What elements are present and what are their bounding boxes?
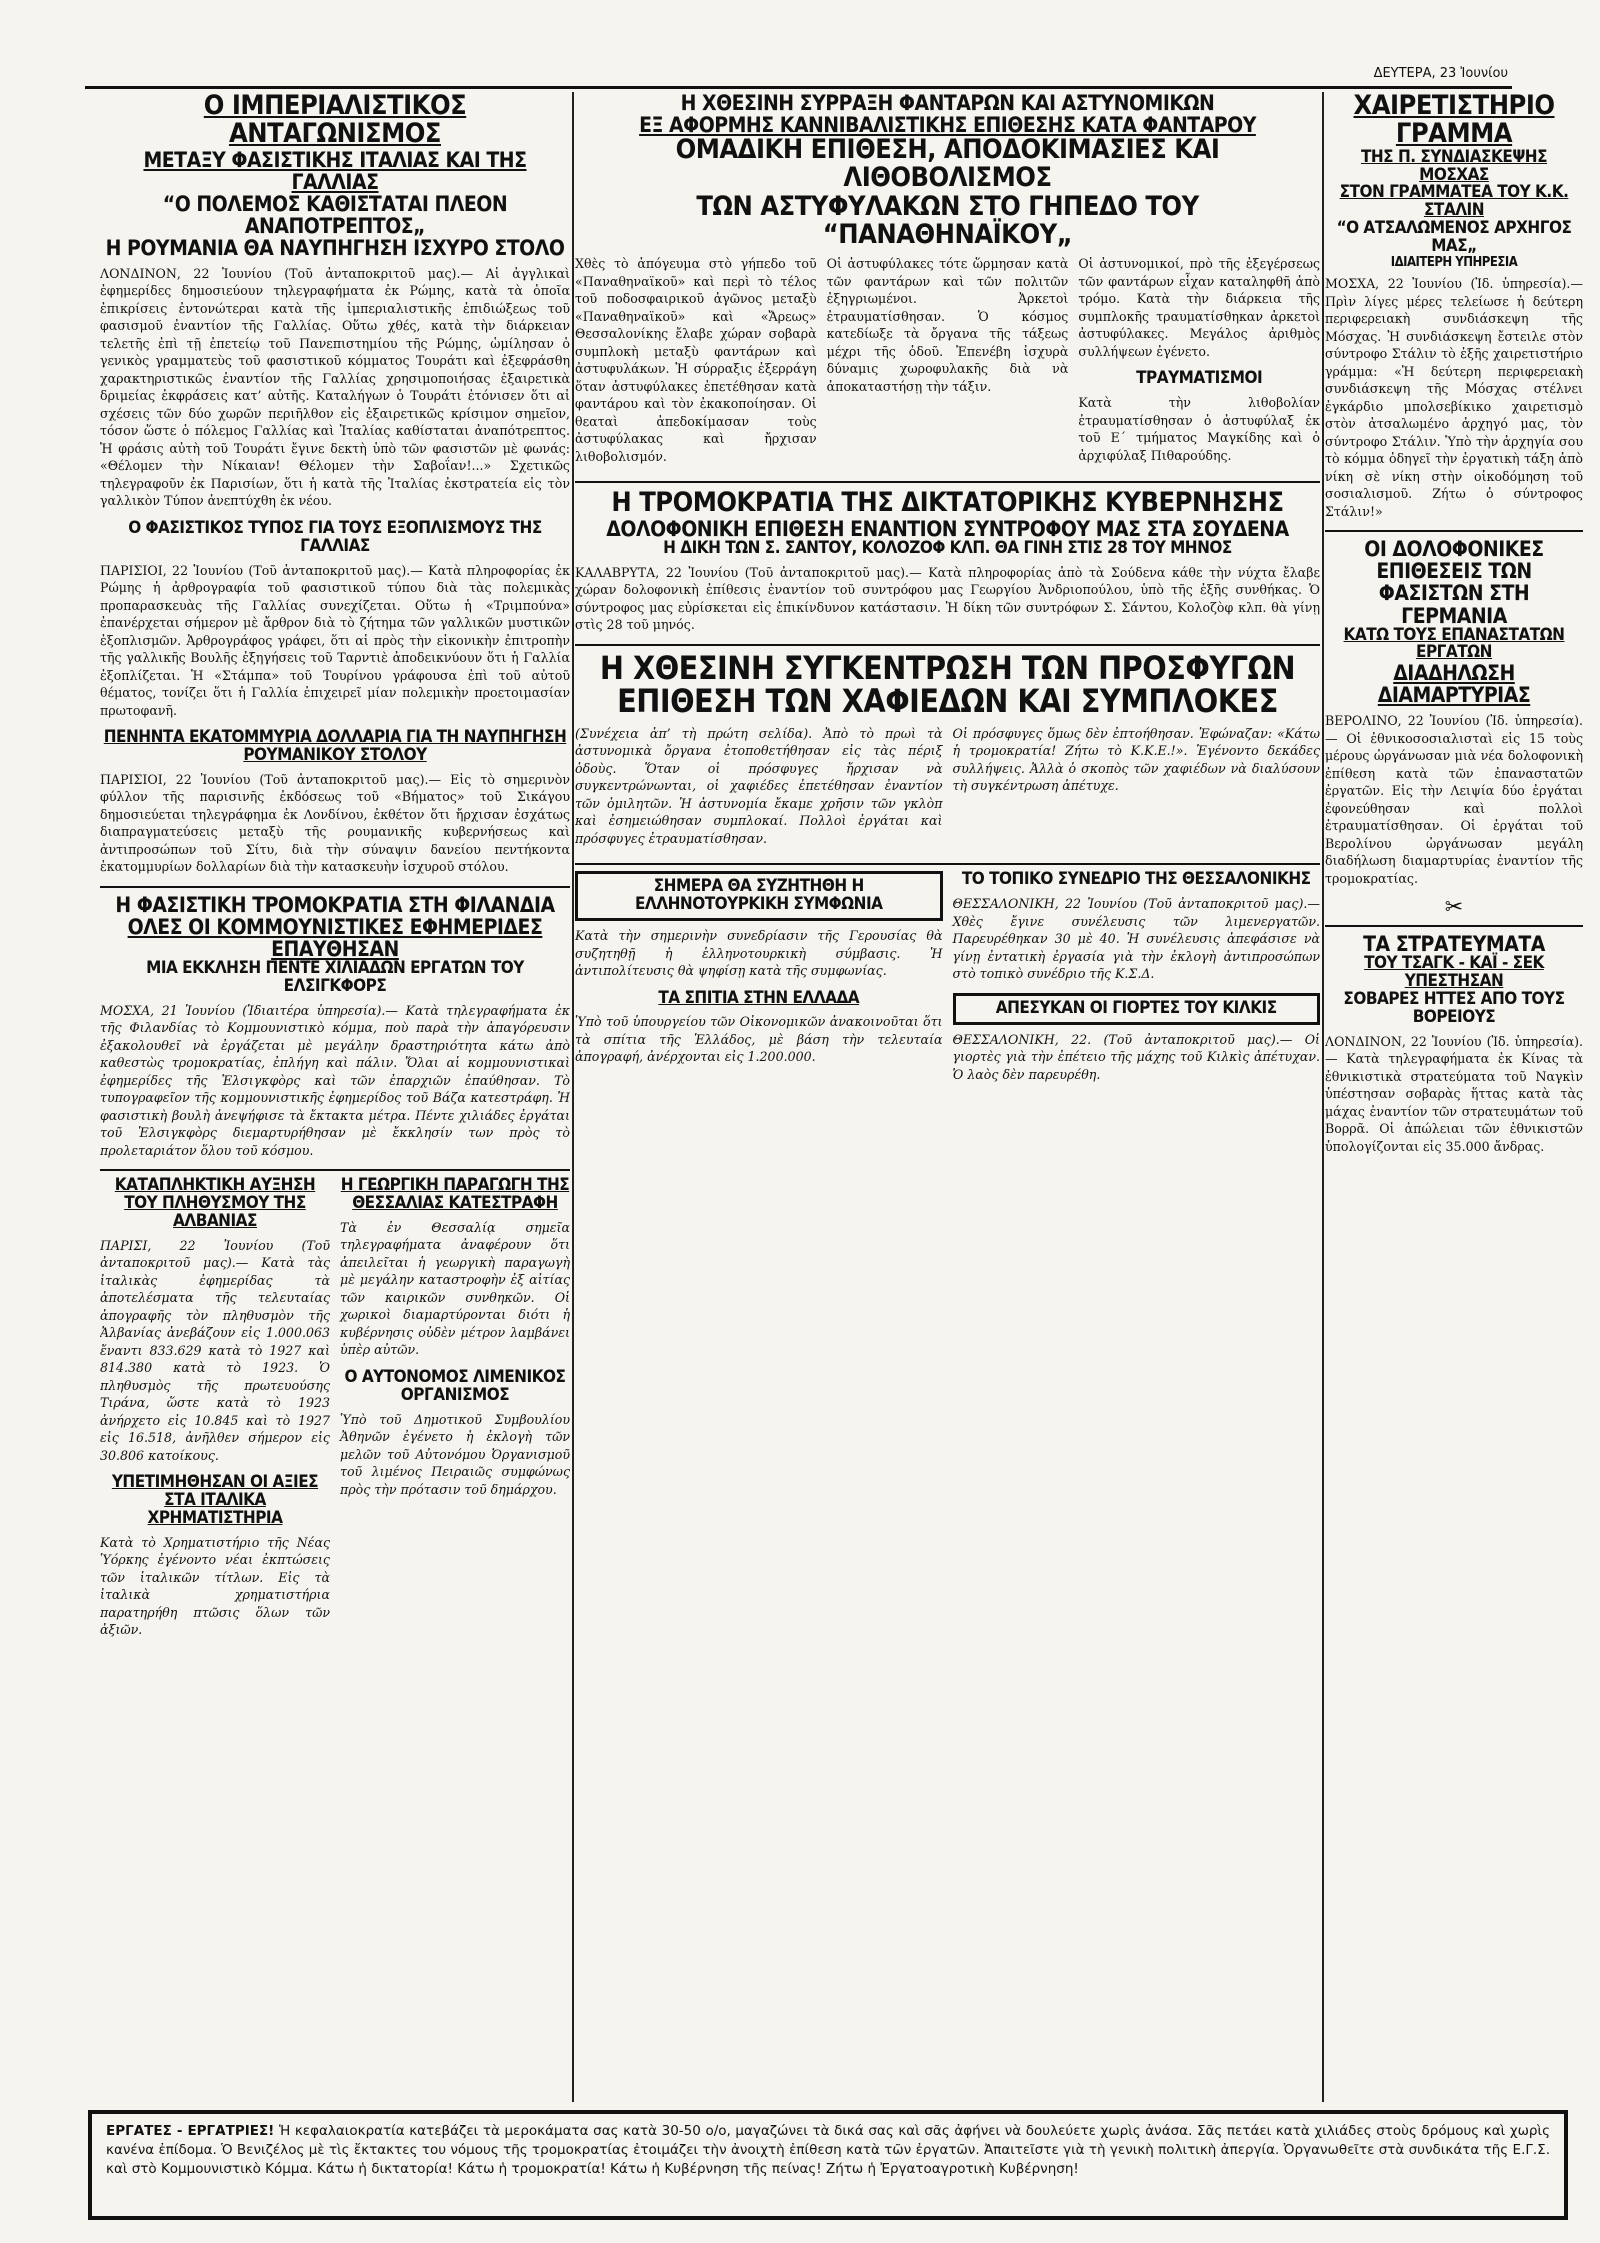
article-text: ΒΕΡΟΛΙΝΟ, 22 Ἰουνίου (Ἰδ. ὑπηρεσία).— Οἱ ἐθνικοσοσιαλισταὶ εἰς 15 τοὺς μέρους ὠργάνωσαν μιὰ νέα δολοφονικὴ ἐπίθεση κατὰ τῶν ἐπαναστατῶν ἐργατῶν. Εἰς τὴν Λειψία δύο ἐργάται ἐφονεύθησαν καὶ πολλοὶ ἐτραυματίσθησαν. Οἱ ἐργάται τοῦ Βερολίνου ὠργάνωσαν μεγάλη διαδήλωση διαμαρτυρίας ἐναντίον τῆς τρομοκρατίας. xyxy=(1325,713,1583,886)
headline: ΤΩΝ ΑΣΤΥΦΥΛΑΚΩΝ ΣΤΟ ΓΗΠΕΔΟ ΤΟΥ “ΠΑΝΑΘΗΝΑΪΚΟΥ„ xyxy=(696,190,1199,251)
article-text: Ὑπὸ τοῦ ὑπουργείου τῶν Οἰκονομικῶν ἀνακοινοῦται ὅτι τὰ σπίτια τῆς Ἑλλάδος, μὲ βάση τὴν τελευταία ἀπογραφή, ἀνέρχονται εἰς 1.200.000. xyxy=(575,1014,943,1065)
article-row xyxy=(575,249,1320,475)
article-block xyxy=(1078,249,1320,475)
divider xyxy=(1325,925,1583,927)
headline: ΟΜΑΔΙΚΗ ΕΠΙΘΕΣΗ, ΑΠΟΔΟΚΙΜΑΣΙΕΣ ΚΑΙ ΛΙΘΟΒΟΛΙΣΜΟΣ xyxy=(675,134,1220,194)
headline: ΤΟΥ ΤΣΑΓΚ - ΚΑΪ - ΣΕΚ ΥΠΕΣΤΗΣΑΝ xyxy=(1364,953,1544,992)
headline: ΥΠΕΤΙΜΗΘΗΣΑΝ ΟΙ ΑΞΙΕΣ ΣΤΑ ΙΤΑΛΙΚΑ ΧΡΗΜΑΤΙΣΤΗΡΙΑ xyxy=(111,1472,319,1528)
subheadline: ΙΔΙΑΙΤΕΡΗ ΥΠΗΡΕΣΙΑ xyxy=(1390,254,1518,270)
headline: ΜΕΤΑΞΥ ΦΑΣΙΣΤΙΚΗΣ ΙΤΑΛΙΑΣ ΚΑΙ ΤΗΣ ΓΑΛΛΙΑΣ xyxy=(143,147,527,194)
top-rule xyxy=(85,86,1512,89)
article-text: Οἱ ἀστυνομικοί, πρὸ τῆς ἐξεγέρσεως τῶν φαντάρων εἶχαν καταληφθῆ ἀπὸ τρόμο. Κατὰ τὴν διάρκεια τῆς συμπλοκῆς τραυματίσθηκαν ἀρκετοὶ ἀστυφύλακες. Μεγάλος ἀριθμὸς συλλήψεων ἐγένετο. xyxy=(1078,256,1320,359)
footer-text: Ἡ κεφαλαιοκρατία κατεβάζει τὰ μεροκάματα σας κατὰ 30-50 ο/ο, μαγαζώνει τὰ δικά σας καὶ σᾶς ἀφήνει νὰ δουλεύετε χωρὶς ἀνάσα. Σᾶς πετάει κατὰ χιλιάδες στοὺς δρόμους καὶ χωρὶς κανένα ἐπίδομα. Ὁ Βενιζέλος μὲ τὶς ἔκτακτες του νόμους τῆς τρομοκρατίας ἐτοιμάζει τὴν ἀνοιχτὴ ἐπίθεση κατὰ τῶν ἐργατῶν. Ἀπαιτεῖστε γιὰ τὴ γενικὴ πολιτικὴ ἀπεργία. Ὀργανωθεῖτε στὰ συνδικάτα τῆς Ε.Γ.Σ. καὶ στὸ Κομμουνιστικὸ Κόμμα. Κάτω ἡ δικτατορία! Κάτω ἡ τρομοκρατία! Κάτω ἡ Κυβέρνηση τῆς πείνας! Ζήτω ἡ Ἐργατοαγροτικὴ Κυβέρνηση! xyxy=(106,2123,1550,2177)
headline: Η ΓΕΩΡΓΙΚΗ ΠΑΡΑΓΩΓΗ ΤΗΣ ΘΕΣΣΑΛΙΑΣ ΚΑΤΕΣΤΡΑΦΗ xyxy=(340,1175,570,1213)
boxed-headline: ΑΠΕΣΥΚΑΝ ΟΙ ΓΙΟΡΤΕΣ ΤΟΥ ΚΙΛΚΙΣ xyxy=(953,993,1321,1025)
article-block xyxy=(953,871,1321,1093)
headline: Η ΧΘΕΣΙΝΗ ΣΥΓΚΕΝΤΡΩΣΗ ΤΩΝ ΠΡΟΣΦΥΓΩΝ xyxy=(599,648,1296,687)
headline: “Ο ΠΟΛΕΜΟΣ ΚΑΘΙΣΤΑΤΑΙ ΠΛΕΟΝ ΑΝΑΠΟΤΡΕΠΤΟΣ„ xyxy=(162,191,508,238)
article-row xyxy=(575,871,1320,1093)
footer-lead: ΕΡΓΑΤΕΣ - ΕΡΓΑΤΡΙΕΣ! xyxy=(106,2123,275,2139)
article-block xyxy=(340,1177,570,1649)
article-text: Οἱ ἀστυφύλακες τότε ὥρμησαν κατὰ τῶν φαντάρων καὶ τῶν πολιτῶν ἐξηγριωμένοι. Ἀρκετοὶ ἐτραυματίσθησαν. Ὁ κόσμος κατεδίωξε τὰ ὄργανα τῆς τάξεως μέχρι τῆς ὁδοῦ. Ἐπενέβη ἰσχυρὰ δύναμις χωροφυλακῆς διὰ νὰ ἀποκαταστήσῃ τὴν τάξιν. xyxy=(826,256,1069,394)
column-divider xyxy=(572,92,574,2102)
headline: Η ΡΟΥΜΑΝΙΑ ΘΑ ΝΑΥΠΗΓΗΣΗ ΙΣΧΥΡΟ ΣΤΟΛΟ xyxy=(105,235,565,260)
article-text: ΜΟΣΧΑ, 22 Ἰουνίου (Ἰδ. ὑπηρεσία).— Πρὶν λίγες μέρες τελείωσε ἡ δεύτερη περιφερειακὴ συνδιάσκεψη τῆς Μόσχας. Ἡ συνδιάσκεψη ἔστειλε στὸν σύντροφο Στάλιν τὸ ἑξῆς χαιρετιστήριο γράμμα: «Ἡ δεύτερη περιφερειακὴ συνδιάσκεψη τῆς Μόσχας στέλνει ἐγκάρδιο μπολσεβίκικο χαιρετισμὸ στὸν ἀτσαλωμένο ἀρχηγό μας, τὸν σύντροφο Στάλιν. Ὑπὸ τὴν ἀρχηγία σου τὸ κόμμα ὁδηγεῖ τὴν ἐργατικὴ τάξη ἀπὸ νίκη σὲ νίκη στὴν οἰκοδόμηση τοῦ σοσιαλισμοῦ. Ζήτω ὁ σύντροφος Στάλιν!» xyxy=(1325,276,1583,519)
headline: Ο ΙΜΠΕΡΙΑΛΙΣΤΙΚΟΣ ΑΝΤΑΓΩΝΙΣΜΟΣ xyxy=(203,92,467,150)
headline: ΤΟ ΤΟΠΙΚΟ ΣΥΝΕΔΡΙΟ ΤΗΣ ΘΕΣΣΑΛΟΝΙΚΗΣ xyxy=(961,869,1311,890)
headline: ΟΙ ΔΟΛΟΦΟΝΙΚΕΣ ΕΠΙΘΕΣΕΙΣ ΤΩΝ ΦΑΣΙΣΤΩΝ ΣΤΗ ΓΕΡΜΑΝΙΑ xyxy=(1364,537,1544,628)
article-text: Κατὰ τὴν λιθοβολίαν ἐτραυματίσθησαν ὁ ἀστυφύλαξ ἐκ τοῦ Ε΄ τμήματος Μαγκίδης καὶ ὁ ἀρχιφύλαξ Πιθαρούδης. xyxy=(1078,395,1320,463)
headline: ΚΑΤΑΠΛΗΚΤΙΚΗ ΑΥΞΗΣΗ ΤΟΥ ΠΛΗΘΥΣΜΟΥ ΤΗΣ ΑΛΒΑΝΙΑΣ xyxy=(114,1175,316,1231)
left-column xyxy=(100,92,570,2102)
subheadline: Ο ΦΑΣΙΣΤΙΚΟΣ ΤΥΠΟΣ ΓΙΑ ΤΟΥΣ ΕΞΟΠΛΙΣΜΟΥΣ ΤΗΣ ΓΑΛΛΙΑΣ xyxy=(128,517,542,556)
article-text: ΛΟΝΔΙΝΟΝ, 22 Ἰουνίου (Τοῦ ἀνταποκριτοῦ μας).— Αἱ ἀγγλικαὶ ἐφημερίδες δημοσιεύουν τηλεγραφήματα ἐκ Ρώμης, κατὰ τὰ ὁποῖα ἐπικρίσεις ἐντονώτεραι κατὰ τῆς ἰμπεριαλιστικῆς ἐπιδιώξεως τοῦ φασισμοῦ ἐναντίον τῆς Γαλλίας. Οὕτω χθές, κατὰ τὴν διάρκειαν τελετῆς ἐπὶ τῇ ἐπετείῳ τοῦ Πανεπιστημίου τῆς Ρώμης, ὡμίλησαν ὁ γενικὸς γραμματεὺς τοῦ φασιστικοῦ κόμματος Τουράτι καὶ ἐξεφράσθη χαρακτηριστικῶς ἐναντίον τῆς Γαλλίας χρησιμοποιήσας ἐξαιρετικὰ δριμείας ἐκφράσεις κατ’ αὐτῆς. Καταλήγων ὁ Τουράτι ἐτόνισεν ὅτι αἱ σχέσεις τῶν δύο χωρῶν περιῆλθον εἰς ἐξαιρετικῶς κρίσιμον σημεῖον, τόσον ὥστε ὁ πόλεμος Γαλλίας καὶ Ἰταλίας καθίσταται ἀναπότρεπτος. Ἡ φράσις αὐτὴ τοῦ Τουράτι ἔγινε δεκτὴ ὑπὸ τῶν φασιστῶν μὲ φωνάς: «Θέλομεν τὴν Νίκαιαν! Θέλομεν τὴν Σαβοΐαν!...» Σχετικῶς τηλεγραφοῦν ἐκ Παρισίων, ὅτι ἡ κατὰ τῆς Ἰταλίας ἐκστρατεία εἰς τὸν γαλλικὸν Τύπον ἀνεπτύχθη ἐκ νέου. xyxy=(100,265,570,509)
headline: Η ΦΑΣΙΣΤΙΚΗ ΤΡΟΜΟΚΡΑΤΙΑ ΣΤΗ ΦΙΛΑΝΔΙΑ xyxy=(115,892,555,917)
article-text: ΘΕΣΣΑΛΟΝΙΚΗ, 22 Ἰουνίου (Τοῦ ἀνταποκριτοῦ μας).— Χθὲς ἔγινε συνέλευσις τῶν λιμενεργατῶν. Παρευρέθηκαν 30 μὲ 40. Ἡ συνέλευσις ἀπεφάσισε νὰ γίνῃ ἐντατικὴ ἐργασία γιὰ τὴν ἐκλογὴ ἀντιπροσώπων στὸ τοπικὸ συνέδριο τῆς Κ.Σ.Δ. xyxy=(952,896,1320,982)
divider xyxy=(100,1169,570,1171)
headline: ΧΑΙΡΕΤΙΣΤΗΡΙΟ ΓΡΑΜΜΑ xyxy=(1353,92,1555,150)
article-text: Κατὰ τὸ Χρηματιστήριο τῆς Νέας Ὑόρκης ἐγένοντο νέαι ἐκπτώσεις τῶν ἰταλικῶν τίτλων. Εἰς τὰ ἰταλικὰ χρηματιστήρια παρατηρήθη πτῶσις ὅλων τῶν ἀξιῶν. xyxy=(100,1534,330,1638)
issue-date: ΔΕΥΤΕΡΑ, 23 Ἰουνίου xyxy=(1373,66,1508,81)
article-text: Κατὰ τὴν σημερινὴν συνεδρίασιν τῆς Γερουσίας θὰ συζητηθῇ ἡ ἑλληνοτουρκικὴ σύμβασις. Ἡ ἀντιπολίτευσις θὰ ψηφίσῃ κατὰ τῆς συμφωνίας. xyxy=(575,928,943,979)
article-text: ΠΑΡΙΣΙΟΙ, 22 Ἰουνίου (Τοῦ ἀνταποκριτοῦ μας).— Εἰς τὸ σημερινὸν φύλλον τῆς παρισινῆς ἐκδόσεως τοῦ «Βήματος» τοῦ Σικάγου δημοσιεύεται τηλεγράφημα ἐκ Λονδίνου, ἐκθέτον ὅτι ἤρχισαν ἐσχάτως διαπραγματεύσεις μεταξὺ τῆς ρουμανικῆς κυβερνήσεως καὶ ἀντιπροσώπων τοῦ Σίτυ, διὰ τὴν σύναψιν δανείου πεντήκοντα ἑκατομμυρίων δολλαρίων διὰ τὴν κατασκευὴν ἰσχυροῦ στόλου. xyxy=(100,771,570,875)
article-text: ΚΑΛΑΒΡΥΤΑ, 22 Ἰουνίου (Τοῦ ἀνταποκριτοῦ μας).— Κατὰ πληροφορίας ἀπὸ τὰ Σούδενα κάθε τὴν νύχτα ἔλαβε χώραν δολοφονικὴ ἐπίθεσις ἐναντίον τοῦ συντρόφου μας Γεωργίου Ἀνδριοπούλου, ὑπὸ τῆς ἐξῆς συνθήκας. Ὁ σύντροφος μας εὐρίσκεται εἰς ἐπικίνδυνον κατάστασιν. Ἡ δίκη τῶν συντρόφων Σ. Σάντου, Κολοζὸφ κλπ. θὰ γίνῃ στὶς 28 τοῦ μηνός. xyxy=(575,564,1320,633)
subheadline: ΤΡΑΥΜΑΤΙΣΜΟΙ xyxy=(1136,368,1263,389)
article-text: ΛΟΝΔΙΝΟΝ, 22 Ἰουνίου (Ἰδ. ὑπηρεσία).— Κατὰ τηλεγραφήματα ἐκ Κίνας τὰ ἐθνικιστικὰ στρατεύματα τοῦ Ναγκὶν ὑπέστησαν σοβαρὰς ἥττας κατὰ τὰς μάχας ἐναντίον τῶν στρατευμάτων τοῦ Βορρᾶ. Οἱ ἀπώλειαι τῶν ἐθνικιστῶν ὑπολογίζονται εἰς 35.000 ἄνδρας. xyxy=(1325,1033,1583,1154)
divider xyxy=(575,863,1320,865)
article-text: ΘΕΣΣΑΛΟΝΙΚΗ, 22. (Τοῦ ἀνταποκριτοῦ μας).— Οἱ γιορτὲς γιὰ τὴν ἐπέτειο τῆς μάχης τοῦ Κιλκὶς ἀπέτυχαν. Ὁ λαὸς δὲν παρευρέθη. xyxy=(952,1031,1320,1082)
headline: ΕΠΙΘΕΣΗ ΤΩΝ ΧΑΦΙΕΔΩΝ ΚΑΙ ΣΥΜΠΛΟΚΕΣ xyxy=(617,682,1278,721)
divider xyxy=(575,644,1320,646)
column-divider xyxy=(1322,92,1324,2102)
article-block xyxy=(100,1177,330,1649)
article-text: ΠΑΡΙΣΙΟΙ, 22 Ἰουνίου (Τοῦ ἀνταποκριτοῦ μας).— Κατὰ πληροφορίας ἐκ Ρώμης ἡ ἀρθρογραφία τοῦ φασιστικοῦ τύπου διὰ τὰς πολεμικὰς προπαρασκευὰς τῆς Γαλλίας συνεχίζεται. Οὕτω ἡ «Τριμπούνα» ἐπανέρχεται σήμερον μὲ ἄρθρον διὰ τὸ ζήτημα τῶν γαλλικῶν μυστικῶν ἐξοπλισμῶν. Ἀρθρογράφος γράφει, ὅτι αἱ πρὸς τὴν εἰκονικὴν ἐπιτροπὴν τῆς γαλλικῆς Βουλῆς ἐξηγήσεις τοῦ Ταρντιὲ ἀποδεικνύουν ὅτι ἡ Γαλλία ἐξοπλίζεται. Ἡ «Στάμπα» τοῦ Τουρίνου γράφουσα ἐπὶ τοῦ αὐτοῦ θέματος, τονίζει ὅτι ἡ Γαλλία ἐπιχειρεῖ μίαν πολεμικὴν προετοιμασίαν πρωτοφανῆ. xyxy=(100,562,570,718)
headline: Η ΤΡΟΜΟΚΡΑΤΙΑ ΤΗΣ ΔΙΚΤΑΤΟΡΙΚΗΣ ΚΥΒΕΡΝΗΣΗΣ xyxy=(611,487,1284,519)
article-text: Χθὲς τὸ ἀπόγευμα στὸ γήπεδο τοῦ «Παναθηναϊκοῦ» καὶ περὶ τὸ τέλος τοῦ ποδοσφαιρικοῦ ἀγῶνος μεταξὺ «Παναθηναϊκοῦ» καὶ «Ἄρεως» Θεσσαλονίκης ἔλαβε χώραν σοβαρὰ συμπλοκὴ μεταξὺ φαντάρων καὶ ἀστυφυλάκων. Ἡ σύρραξις ἐξερράγη ὅταν ἀστυφύλακες ἐπετέθησαν κατὰ φαντάρου καὶ τὸν ἐκακοποίησαν. Οἱ θεαταὶ ἀπεδοκίμασαν τοὺς ἀστυφύλακας καὶ ἤρχισαν λιθοβολισμόν. xyxy=(575,256,817,464)
article-block xyxy=(575,871,943,1093)
article-row xyxy=(575,719,1320,858)
divider xyxy=(575,481,1320,483)
subheadline: Η ΔΙΚΗ ΤΩΝ Σ. ΣΑΝΤΟΥ, ΚΟΛΟΖΟΦ ΚΛΠ. ΘΑ ΓΙΝΗ ΣΤΙΣ 28 ΤΟΥ ΜΗΝΟΣ xyxy=(663,537,1232,558)
article-text: ΜΟΣΧΑ, 21 Ἰουνίου (Ἰδιαιτέρα ὑπηρεσία).— Κατὰ τηλεγραφήματα ἐκ τῆς Φιλανδίας τὸ Κομμουνιστικὸ κόμμα, ποὺ παρὰ τὴν ἀπαγόρευσιν ἐξακολουθεῖ νὰ ἐργάζεται μὲ μεγάλην δραστηριότητα κάτω ἀπὸ καθεστὼς τρομοκρατίας, ἐπλήγη καὶ πάλιν. Ὅλαι αἱ κομμουνιστικαὶ ἐφημερίδες τῆς Ἑλσιγκφὸρς καὶ τῶν ἐπαρχιῶν ἐπαύθησαν. Τὸ τυπογραφεῖον τῆς κομμουνιστικῆς ἐφημερίδος τοῦ Βάζα κατεστράφη. Ἡ φασιστικὴ βουλὴ ἀνεψήφισε τὰ ἔκτακτα μέτρα. Πέντε χιλιάδες ἐργάται τοῦ Ἑλσιγκφὸρς διεμαρτυρήθησαν μὲ ἔκκλησίν των πρὸς τὸ προλεταριάτον ὅλου τοῦ κόσμου. xyxy=(100,1002,570,1158)
article-text: (Συνέχεια ἀπ’ τὴ πρώτη σελίδα). Ἀπὸ τὸ πρωὶ τὰ ἀστυνομικὰ ὄργανα ἐτοποθετήθησαν εἰς τὰς πέριξ ὁδοὺς. Ὅταν οἱ πρόσφυγες ἤρχισαν νὰ συγκεντρώνωνται, οἱ χαφιέδες ἐπετέθησαν ἐναντίον τῶν ὁμιλητῶν. Ἡ ἀστυνομία ἔκαμε χρῆσιν τῶν γκλὸπ καὶ ἐσημειώθησαν συμπλοκαί. Πολλοὶ ἐργάται καὶ πρόσφυγες ἐτραυματίσθησαν. xyxy=(575,725,943,846)
right-column xyxy=(1325,92,1583,2102)
divider xyxy=(1325,530,1583,532)
headline: ΔΙΑΔΗΛΩΣΗ ΔΙΑΜΑΡΤΥΡΙΑΣ xyxy=(1377,661,1531,708)
subheadline: ΠΕΝΗΝΤΑ ΕΚΑΤΟΜΜΥΡΙΑ ΔΟΛΛΑΡΙΑ ΓΙΑ ΤΗ ΝΑΥΠΗΓΗΣΗ ΡΟΥΜΑΝΙΚΟΥ ΣΤΟΛΟΥ xyxy=(103,727,567,765)
boxed-headline: ΣΗΜΕΡΑ ΘΑ ΣΥΖΗΤΗΘΗ Η ΕΛΛΗΝΟΤΟΥΡΚΙΚΗ ΣΥΜΦΩΝΙΑ xyxy=(575,871,943,921)
subheadline: ΚΑΤΩ ΤΟΥΣ ΕΠΑΝΑΣΤΑΤΩΝ ΕΡΓΑΤΩΝ xyxy=(1343,624,1565,663)
article-text: Οἱ πρόσφυγες ὅμως δὲν ἐπτοήθησαν. Ἐφώναζαν: «Κάτω ἡ τρομοκρατία! Ζήτω τὸ Κ.Κ.Ε.!». Ἐγένοντο δεκάδες συλλήψεις. Ἀλλὰ ὁ σκοπὸς τῶν χαφιέδων νὰ διαλύσουν τὴ συγκέντρωση ἀπέτυχε. xyxy=(952,725,1320,794)
headline: “Ο ΑΤΣΑΛΩΜΕΝΟΣ ΑΡΧΗΓΟΣ ΜΑΣ„ xyxy=(1336,218,1572,256)
article-text: ΠΑΡΙΣΙ, 22 Ἰουνίου (Τοῦ ἀνταποκριτοῦ μας).— Κατὰ τὰς ἰταλικὰς ἐφημερίδας τὰ ἀποτελέσματα τῆς τελευταίας ἀπογραφῆς τὸν πληθυσμὸν τῆς Ἀλβανίας ἀνεβάζουν εἰς 1.000.063 ἔναντι 833.629 κατὰ τὸ 1927 καὶ 814.380 κατὰ τὸ 1923. Ὁ πληθυσμὸς τῆς πρωτευούσης Τιράνα, ὥστε κατὰ τὸ 1923 ἀνήρχετο εἰς 10.845 καὶ τὸ 1927 εἰς 16.518, ἀνῆλθεν σήμερον εἰς 30.806 κατοίκους. xyxy=(100,1237,330,1463)
center-column xyxy=(575,92,1320,2102)
headline: ΣΟΒΑΡΕΣ ΗΤΤΕΣ ΑΠΟ ΤΟΥΣ ΒΟΡΕΙΟΥΣ xyxy=(1343,989,1565,1027)
headline: ΕΞ ΑΦΟΡΜΗΣ ΚΑΝΝΙΒΑΛΙΣΤΙΚΗΣ ΕΠΙΘΕΣΗΣ ΚΑΤΑ ΦΑΝΤΑΡΟΥ xyxy=(639,113,1256,138)
headline: Η ΧΘΕΣΙΝΗ ΣΥΡΡΑΞΗ ΦΑΝΤΑΡΩΝ ΚΑΙ ΑΣΤΥΝΟΜΙΚΩΝ xyxy=(680,92,1215,115)
headline: ΟΛΕΣ ΟΙ ΚΟΜΜΟΥΝΙΣΤΙΚΕΣ ΕΦΗΜΕΡΙΔΕΣ ΕΠΑΥΘΗΣΑΝ xyxy=(127,914,543,961)
headline: ΤΑ ΣΤΡΑΤΕΥΜΑΤΑ xyxy=(1363,932,1545,957)
divider xyxy=(100,886,570,888)
headline: ΤΗΣ Π. ΣΥΝΔΙΑΣΚΕΨΗΣ ΜΟΣΧΑΣ xyxy=(1360,146,1548,185)
article-row xyxy=(100,1177,570,1649)
scissors-icon: ✂ xyxy=(1444,895,1464,921)
footer-appeal-box xyxy=(88,2110,1568,2220)
article-text: Τὰ ἐν Θεσσαλίᾳ σημεῖα τηλεγραφήματα ἀναφέρουν ὅτι ἀπειλεῖται ἡ γεωργικὴ παραγωγὴ μὲ μεγάλην καταστροφὴν ἐξ αἰτίας τῶν καιρικῶν συνθηκῶν. Οἱ χωρικοὶ διαμαρτύρονται διότι ἡ κυβέρνησις οὐδὲν μέτρον λαμβάνει ὑπὲρ αὐτῶν. xyxy=(340,1219,570,1358)
headline: ΣΤΟΝ ΓΡΑΜΜΑΤΕΑ ΤΟΥ Κ.Κ. ΣΤΑΛΙΝ xyxy=(1339,182,1569,221)
headline: ΤΑ ΣΠΙΤΙΑ ΣΤΗΝ ΕΛΛΑΔΑ xyxy=(658,987,860,1008)
headline: ΔΟΛΟΦΟΝΙΚΗ ΕΠΙΘΕΣΗ ΕΝΑΝΤΙΟΝ ΣΥΝΤΡΟΦΟΥ ΜΑΣ ΣΤΑ ΣΟΥΔΕΝΑ xyxy=(606,516,1289,541)
article-text: Ὑπὸ τοῦ Δημοτικοῦ Συμβουλίου Ἀθηνῶν ἐγένετο ἡ ἐκλογὴ τῶν μελῶν τοῦ Αὐτονόμου Ὀργανισμοῦ τοῦ λιμένος Πειραιῶς συμφώνως πρὸς τὴν πρότασιν τοῦ δημάρχου. xyxy=(340,1411,570,1497)
subheadline: ΜΙΑ ΕΚΚΛΗΣΗ ΠΕΝΤΕ ΧΙΛΙΑΔΩΝ ΕΡΓΑΤΩΝ ΤΟΥ ΕΛΣΙΓΚΦΟΡΣ xyxy=(146,957,524,996)
headline: Ο ΑΥΤΟΝΟΜΟΣ ΛΙΜΕΝΙΚΟΣ ΟΡΓΑΝΙΣΜΟΣ xyxy=(344,1366,566,1405)
